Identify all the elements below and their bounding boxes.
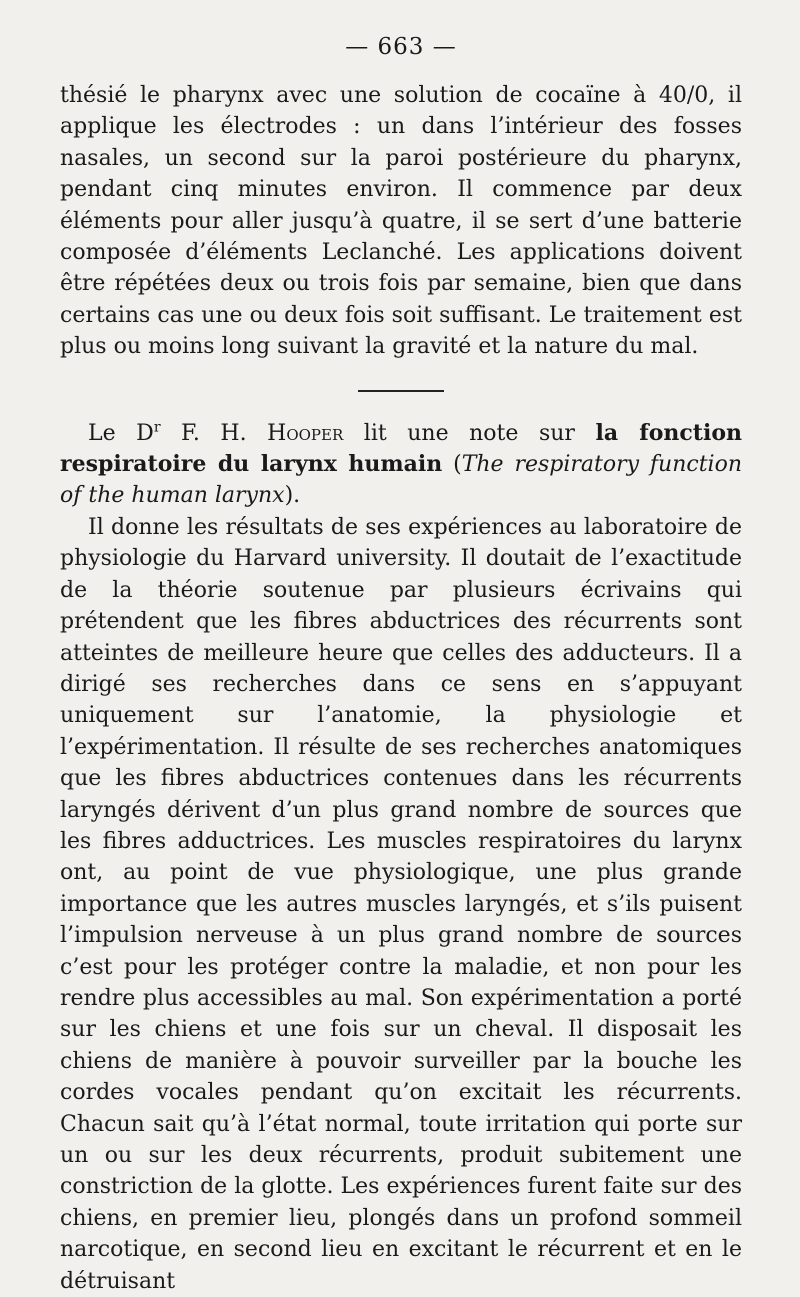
intro-le: Le D xyxy=(88,420,154,446)
paragraph-experiments: Il donne les résultats de ses expériences au laboratoire de physiologie du Harvard university. Il doutait de l’exactitude de la théorie soutenue par plusieurs écrivains qui prétendent que les fibres abductrices des récurrents sont atteintes de meilleure heure que celles des adducteurs. Il a dirigé ses recherches dans ce sens en s’appuyant uniquement sur l’anatomie, la physiologie et l’expérimentation. Il résulte de ses recherches anatomiques que les fibres abductrices contenues dans les récurrents laryngés dérivent d’un plus grand nombre de sources que les fibres adductrices. Les muscles respiratoires du larynx ont, au point de vue physiologique, une plus grande importance que les autres muscles laryngés, et s’ils puisent l’impulsion nerveuse à un plus grand nombre de sources c’est pour les protéger contre la maladie, et non pour les rendre plus accessibles au mal. Son expérimentation a porté sur les chiens et une fois sur un cheval. Il disposait les chiens de manière à pouvoir surveiller par la bouche les cordes vocales pendant qu’on excitait les récurrents. Chacun sait qu’à l’état normal, toute irritation qui porte sur un ou sur les deux récurrents, produit subitement une constriction de la glotte. Les expériences furent faite sur des chiens, en premier lieu, plongés dans un profond sommeil narcotique, en second lieu en excitant le récurrent et en le détruisant xyxy=(60,514,742,1294)
note-title-english: The respiratory function of the human larynx xyxy=(60,452,742,509)
note-title-french: la fonction respiratoire du larynx humain xyxy=(60,419,742,478)
doctor-superscript: r xyxy=(153,419,161,436)
author-name: Hooper xyxy=(267,420,344,446)
section-divider xyxy=(358,390,444,392)
paragraph-electrotherapy: thésié le pharynx avec une solution de cocaïne à 40/0, il applique les électrodes : un dans l’intérieur des fosses nasales, un second sur la paroi postérieure du pharynx, pendant cinq minutes environ. Il commence par deux éléments pour aller jusqu’à quatre, il se sert d’une batterie composée d’éléments Leclanché. Les applications doivent être répétées deux ou trois fois par semaine, bien que dans certains cas une ou deux fois soit suffisant. Le traitement est plus ou moins long suivant la gravité et la nature du mal. xyxy=(60,83,742,360)
paragraph-hooper-intro xyxy=(60,418,742,512)
close-paren: ). xyxy=(284,483,301,509)
intro-initials: F. H. xyxy=(160,420,268,446)
open-paren: ( xyxy=(442,452,462,478)
intro-verb: lit une note sur xyxy=(343,420,596,446)
page-number: — 663 — xyxy=(345,34,457,60)
document-page xyxy=(60,30,742,1297)
